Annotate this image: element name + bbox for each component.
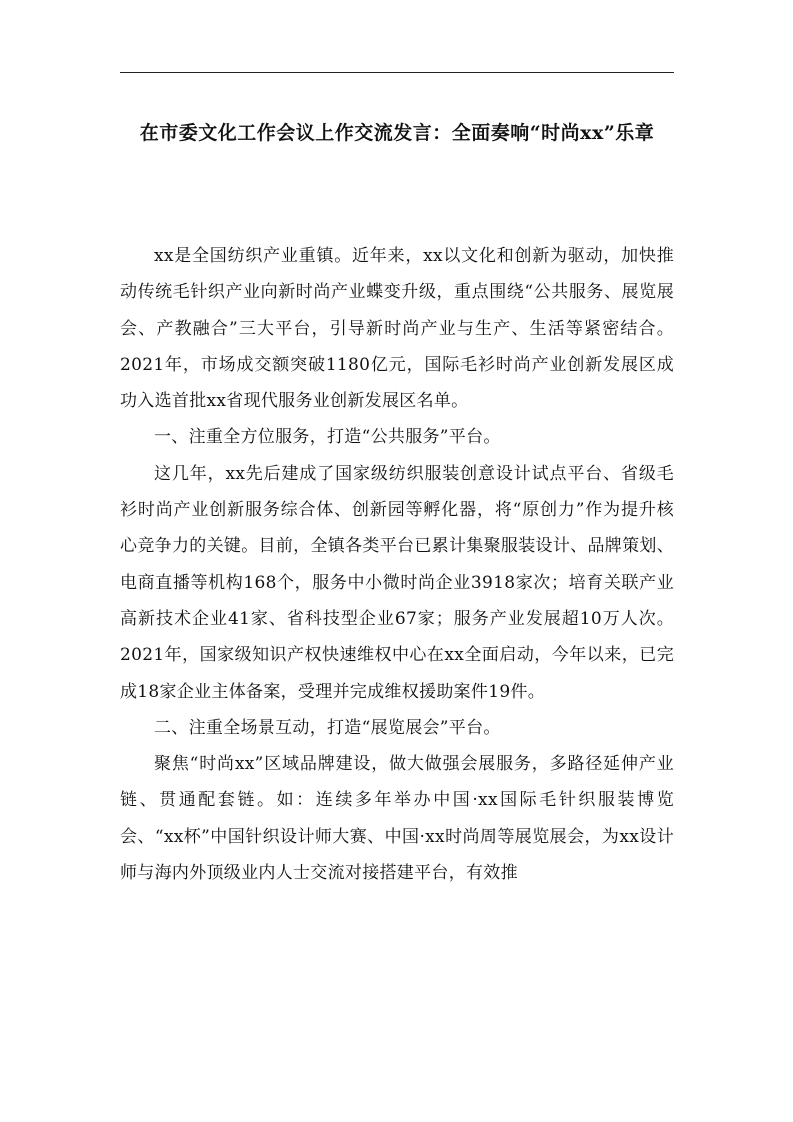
- section-2-paragraph: 聚焦“时尚xx”区域品牌建设，做大做强会展服务，多路径延伸产业链、贯通配套链。如：连续多年举办中国·xx国际毛针织服装博览会、“xx杯”中国针织设计师大赛、中国·xx时尚周等展览展会，为xx设计师与海内外顶级业内人士交流对接搭建平台，有效推: [120, 754, 674, 884]
- intro-paragraph: xx是全国纺织产业重镇。近年来，xx以文化和创新为驱动，加快推动传统毛针织产业向新时尚产业蝶变升级，重点围绕“公共服务、展览展会、产教融合”三大平台，引导新时尚产业与生产、生活等紧密结合。2021年，市场成交额突破1180亿元，国际毛衫时尚产业创新发展区成功入选首批xx省现代服务业创新发展区名单。: [120, 246, 674, 412]
- section-heading-1: 一、注重全方位服务，打造“公共服务”平台。: [154, 427, 501, 448]
- section-heading-2: 二、注重全场景互动，打造“展览展会”平台。: [154, 717, 501, 738]
- document-body: [120, 238, 674, 891]
- section-1-paragraph: 这几年，xx先后建成了国家级纺织服装创意设计试点平台、省级毛衫时尚产业创新服务综合体、创新园等孵化器，将“原创力”作为提升核心竞争力的关键。目前，全镇各类平台已累计集聚服装设计、品牌策划、电商直播等机构168个，服务中小微时尚企业3918家次；培育关联产业高新技术企业41家、省科技型企业67家；服务产业发展超10万人次。2021年，国家级知识产权快速维权中心在xx全面启动，今年以来，已完成18家企业主体备案，受理并完成维权援助案件19件。: [120, 463, 674, 702]
- header-rule: [120, 72, 674, 73]
- document-title: 在市委文化工作会议上作交流发言：全面奏响“时尚xx”乐章: [139, 122, 655, 144]
